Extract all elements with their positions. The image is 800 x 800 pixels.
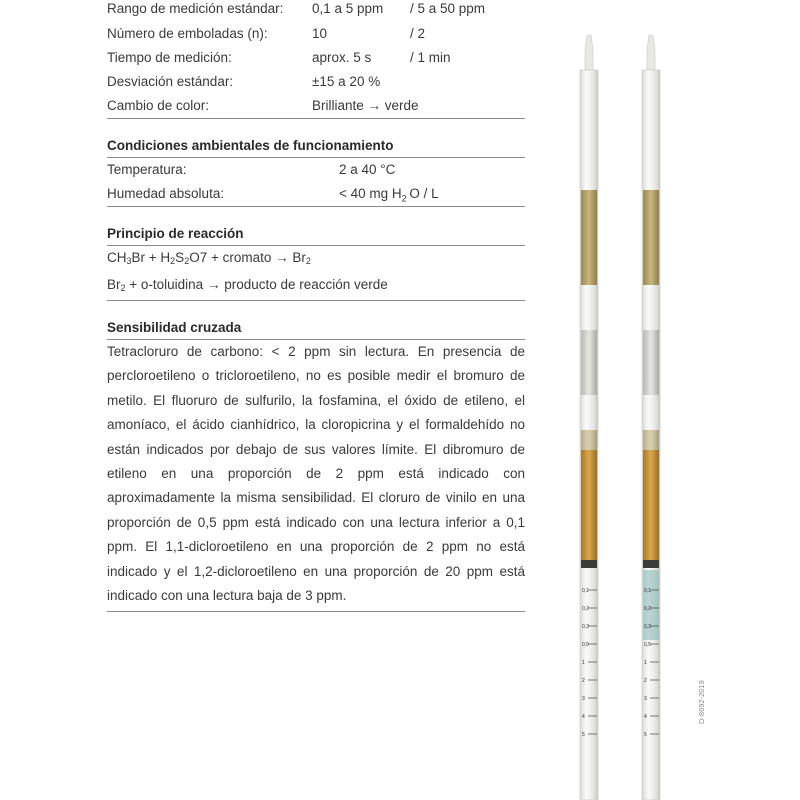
- spec-value: Brilliante → verde: [312, 98, 419, 113]
- tube-scale-label: 5: [582, 732, 585, 738]
- tube-scale-label: 0,5: [644, 642, 651, 648]
- spec-row: [107, 0, 525, 22]
- section-heading-cross: Sensibilidad cruzada: [107, 320, 242, 335]
- ambient-value: 2 a 40 °C: [339, 162, 396, 177]
- spec-row: [107, 46, 525, 70]
- spec-label: Número de emboladas (n):: [107, 26, 268, 41]
- ambient-value: < 40 mg $H_2$ O / L: [339, 186, 439, 204]
- spec-value-alt: / 2: [410, 26, 426, 41]
- spec-label: Tiempo de medición:: [107, 50, 232, 65]
- tube-scale-label: 0,3: [644, 624, 651, 630]
- spec-label: Cambio de color:: [107, 98, 210, 113]
- tube-scale-label: 0,5: [582, 642, 589, 648]
- spec-label: Desviación estándar:: [107, 74, 234, 89]
- spec-label: Rango de medición estándar:: [107, 1, 284, 16]
- tube-scale-label: 1: [582, 660, 585, 666]
- image-code: D-8692-2019: [697, 680, 706, 724]
- tube-scale-label: 0,2: [644, 606, 651, 612]
- reaction-equation-1: $CH_3Br + H_2S_2O7$ + cromato → $Br_2$: [107, 250, 311, 266]
- spec-row: [107, 70, 525, 94]
- tube-scale-label: 5: [644, 732, 647, 738]
- spec-value: 0,1 a 5 ppm: [312, 1, 384, 16]
- tube-scale-label: 0,1: [582, 588, 589, 594]
- spec-row: [107, 22, 525, 46]
- reaction-equation-2: $Br_2$ + o-toluidina → producto de reacción verde: [107, 277, 388, 293]
- tube-scale-label: 1: [644, 660, 647, 666]
- section-heading-ambient: Condiciones ambientales de funcionamiento: [107, 138, 394, 153]
- spec-value: 10: [312, 26, 328, 41]
- tube-scale-label: 4: [644, 714, 647, 720]
- spec-table: [107, 0, 525, 612]
- ambient-label: Humedad absoluta:: [107, 186, 225, 201]
- divider: [107, 611, 525, 612]
- detector-tubes-image: [560, 30, 680, 800]
- tube-scale-label: 3: [582, 696, 585, 702]
- ambient-row-humidity: [107, 182, 525, 206]
- tube-right: [642, 35, 660, 800]
- ambient-label: Temperatura:: [107, 162, 187, 177]
- section-heading-reaction: Principio de reacción: [107, 226, 244, 241]
- tube-scale-label: 4: [582, 714, 585, 720]
- tube-left: [580, 35, 598, 800]
- spec-row: [107, 94, 525, 118]
- tube-scale-label: 0,3: [582, 624, 589, 630]
- tube-scale-label: 2: [582, 678, 585, 684]
- spec-value: ±15 a 20 %: [312, 74, 381, 89]
- tube-scale-label: 0,1: [644, 588, 651, 594]
- tube-scale-label: 3: [644, 696, 647, 702]
- spec-value: aprox. 5 s: [312, 50, 372, 65]
- tube-scale-label: 2: [644, 678, 647, 684]
- ambient-row-temp: [107, 158, 525, 182]
- spec-value-alt: / 1 min: [410, 50, 451, 65]
- spec-value-alt: / 5 a 50 ppm: [410, 1, 486, 16]
- cross-sensitivity-text: Tetracloruro de carbono: < 2 ppm sin lectura. En presencia de percloroetileno o tricloroetileno, no es posible medir el bromuro de metilo. El fluoruro de sulfurilo, la fosfamina, el óxido de etileno, el amoníaco, el ácido cianhídrico, la cloropicrina y el formaldehído no están indicados por debajo de sus valores límite. El dibromuro de etileno en una proporción de 2 ppm está indicado con aproximadamente la misma sensibilidad. El cloruro de vinilo en una proporción de 0,5 ppm está indicado con una lectura inferior a 0,1 ppm. El 1,1-dicloroetileno en una proporción de 2 ppm no está indicado y el 1,2-dicloroetileno en una proporción de 20 ppm está indicado con una lectura baja de 3 ppm.: [107, 344, 525, 604]
- tube-scale-label: 0,2: [582, 606, 589, 612]
